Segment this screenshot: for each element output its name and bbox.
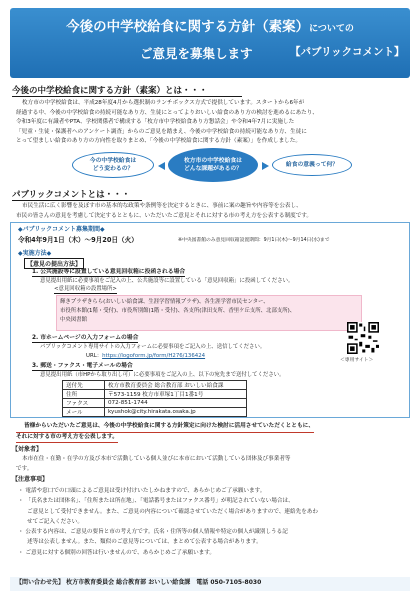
facility-line: 市役所本館(1階・受付)、市役所別館(1階・受付)、各支所(津田支所、香里ケ丘支所、北部支所)、 xyxy=(60,308,296,314)
notes-heading: 【注意事項】 xyxy=(12,476,49,483)
note-text: 電話や窓口での口頭によるご意見は受け付けいたしかねますので、あらかじめご了承願います。 xyxy=(25,488,266,494)
qr-code-icon[interactable] xyxy=(347,322,379,354)
arrow-right-icon xyxy=(262,162,269,170)
address-key: ファクス xyxy=(63,399,105,408)
submit-method-label: 【意見の提出方法】 xyxy=(24,258,84,269)
facility-list-label: <意見回収箱の設置場所> xyxy=(54,286,117,292)
intro-line: とって望ましい給食のあり方の方向性を取りまとめ、「今後の中学校給食に関する方針（素案）」を作成しました。 xyxy=(16,138,301,144)
mailing-address-table xyxy=(62,380,247,417)
facility-line: 中央図書館 xyxy=(60,317,87,323)
banner-title: 今後の中学校給食に関する方針（素案） xyxy=(66,19,310,35)
intro-heading: 今後の中学校給食に関する方針（素案）とは・・・ xyxy=(12,86,208,96)
pubcom-body xyxy=(16,202,406,221)
address-key: 住所 xyxy=(63,390,105,399)
banner-tag: 【パブリックコメント】 xyxy=(290,46,405,58)
table-row xyxy=(63,408,247,417)
topic-bubble-center xyxy=(168,148,258,182)
method-3-desc: 意見提出用紙（市HPから取り出し可）に必要事項をご記入の上、以下の宛先まで送付してください。 xyxy=(40,372,285,378)
banner-title-line xyxy=(10,15,410,35)
url-label: URL： xyxy=(86,353,103,359)
facility-line: 輝きプラザきらら(おいしい給食課、生涯学習情報プラザ)、各生涯学習市民センター、 xyxy=(60,299,269,305)
pubcom-heading: パブリックコメントとは・・・ xyxy=(12,190,131,200)
note-item: せてご記入ください。 xyxy=(27,518,83,525)
intro-heading-underline xyxy=(12,96,242,97)
intro-line: 枚方市の中学校給食は、平成28年度4月から選択制のランチボックス方式で提供しています。スタートから6年が xyxy=(22,100,305,106)
note-item: ・ ご意見に対する個別の回答は行いませんので、あらかじめご了承願います。 xyxy=(18,549,216,556)
eligible-line: 本市在住・在勤・在学の方及び本市で活動している個人並びに本市において活動している団体及び事業者等 xyxy=(22,456,291,462)
note-item: ・ 公表する内容は、ご意見の要旨と市の考え方です。氏名・住所等の個人情報や特定の個人が識別しうる記 xyxy=(18,529,288,536)
intro-line: 「児童・生徒・保護者へのアンケート調査」からのご意見を踏まえ、今後の中学校給食の持続可能なあり方、生徒に xyxy=(16,128,307,135)
note-item: ・ 「氏名または団体名」、「住所または所在地」、「電話番号またはファクス番号」が明記されていない場合は、 xyxy=(18,498,294,505)
topic-bubble-left xyxy=(72,152,154,178)
topic-bubble-text: どんな課題があるの？ xyxy=(184,166,242,172)
period-heading: ◆パブリックコメント募集期間◆ xyxy=(18,226,105,233)
note-text: ご意見に対する個別の回答は行いませんので、あらかじめご了承願います。 xyxy=(25,549,216,556)
address-value: 枚方市教育委員会 総合教育部 おいしい給食課 xyxy=(105,381,247,390)
thanks-line: それに対する市の考え方を公表します。 xyxy=(16,433,118,444)
note-item: ・ 電話や窓口での口頭によるご意見は受け付けいたしかねますので、あらかじめご了承願います。 xyxy=(18,488,266,494)
method-1-desc: 意見提出用紙に必要事項をご記入の上、公共施設等に設置している「意見回収箱」に投函してください。 xyxy=(40,278,294,284)
arrow-left-icon xyxy=(158,162,165,170)
pubcom-line: 市民の皆さんの意見を考慮して決定するとともに、いただいたご意見とそれに対する市の考え方を公表する制度です。 xyxy=(16,212,313,219)
topic-bubble-text: 給食の意義って何？ xyxy=(285,162,339,168)
method-2-url-row xyxy=(86,352,205,360)
note-item: ご意見として受付できません。また、ご意見の内容について確認させていただく場合がありますので、連絡先をあわ xyxy=(27,508,318,515)
table-row xyxy=(63,399,247,408)
pubcom-heading-underline xyxy=(12,200,142,201)
intro-line: 令和3年度に有識者やPTA、学校関係者で構成する「枚方市中学校給食あり方懇話会」や令和4年7月に実施した xyxy=(16,119,295,125)
banner-title-suffix: についての xyxy=(309,24,354,34)
header-banner xyxy=(10,8,410,78)
notes-list xyxy=(18,486,410,558)
note-text: 「氏名または団体名」、「住所または所在地」、「電話番号またはファクス番号」が明記されていない場合は、 xyxy=(25,498,294,505)
eligible-body xyxy=(16,455,410,474)
method-3-title: 3. 郵送・ファクス・電子メールの場合 xyxy=(32,363,133,369)
table-row xyxy=(63,390,247,399)
method-2-title: 2. 市ホームページの入力フォームの場合 xyxy=(32,335,139,341)
address-value: 072-851-1744 xyxy=(105,399,247,408)
address-key: 送付先 xyxy=(63,381,105,390)
method-1-title: 1. 公共施設等に設置している意見回収箱に投函される場合 xyxy=(32,269,186,275)
topic-diagram xyxy=(60,148,360,184)
banner-call: ご意見を募集します xyxy=(140,46,253,61)
intro-body xyxy=(16,99,406,147)
table-row xyxy=(63,381,247,390)
qr-code-label: ＜専用サイト＞ xyxy=(340,358,374,363)
address-key: メール xyxy=(63,408,105,417)
topic-bubble-text: 今の中学校給食は xyxy=(89,158,137,164)
period-note: ※中央図書館のみ意見回収箱設置期間：9月1日(木)～9月14日(水)まで xyxy=(178,238,330,243)
thanks-line: 皆様からいただいたご意見は、今後の中学校給食に関する方針策定に向けた検討に活用させていただくとともに、 xyxy=(16,422,314,433)
eligible-heading: 【対象者】 xyxy=(12,446,43,453)
address-value: kyushok@city.hirakata.osaka.jp xyxy=(105,408,247,417)
eligible-line: です。 xyxy=(16,465,33,472)
intro-line: 経過する中、今後の中学校給食の持続可能なあり方、生徒にとってよりおいしい給食のあり方の検討を進めるにあたり、 xyxy=(16,109,318,116)
note-item: 述等は公表しません。また、類似のご意見等については、まとめて公表する場合があります。 xyxy=(27,539,262,546)
topic-bubble-text: 枚方市の中学校給食は xyxy=(184,158,242,164)
address-value: 〒573-1159 枚方市車塚1丁目1番1号 xyxy=(105,390,247,399)
topic-bubble-right xyxy=(272,154,352,176)
period-dates: 令和4年9月1日（木）～9月20日（火） xyxy=(18,236,138,244)
topic-bubble-text: どう変わるの？ xyxy=(92,166,134,172)
contact-info: 【問い合わせ先】 枚方市教育委員会 総合教育部 おいしい給食課 電話 050-7105-8030 xyxy=(16,579,262,586)
methods-heading: ◆実施方法◆ xyxy=(18,250,52,257)
form-url-link[interactable]: https://logoform.jp/form/H276/136424 xyxy=(102,353,206,359)
note-text: 公表する内容は、ご意見の要旨と市の考え方です。氏名・住所等の個人情報や特定の個人が識別しうる記 xyxy=(25,529,288,536)
pubcom-line: 市民生活に広く影響を及ぼす市の基本的な政策や条例等を決定するときに、事前に案の趣旨や内容等を公表し、 xyxy=(22,203,302,209)
thanks-message xyxy=(16,422,410,443)
method-2-desc: パブリックコメント専用サイトの入力フォームに必要事項をご記入の上、送信してください。 xyxy=(40,344,266,350)
